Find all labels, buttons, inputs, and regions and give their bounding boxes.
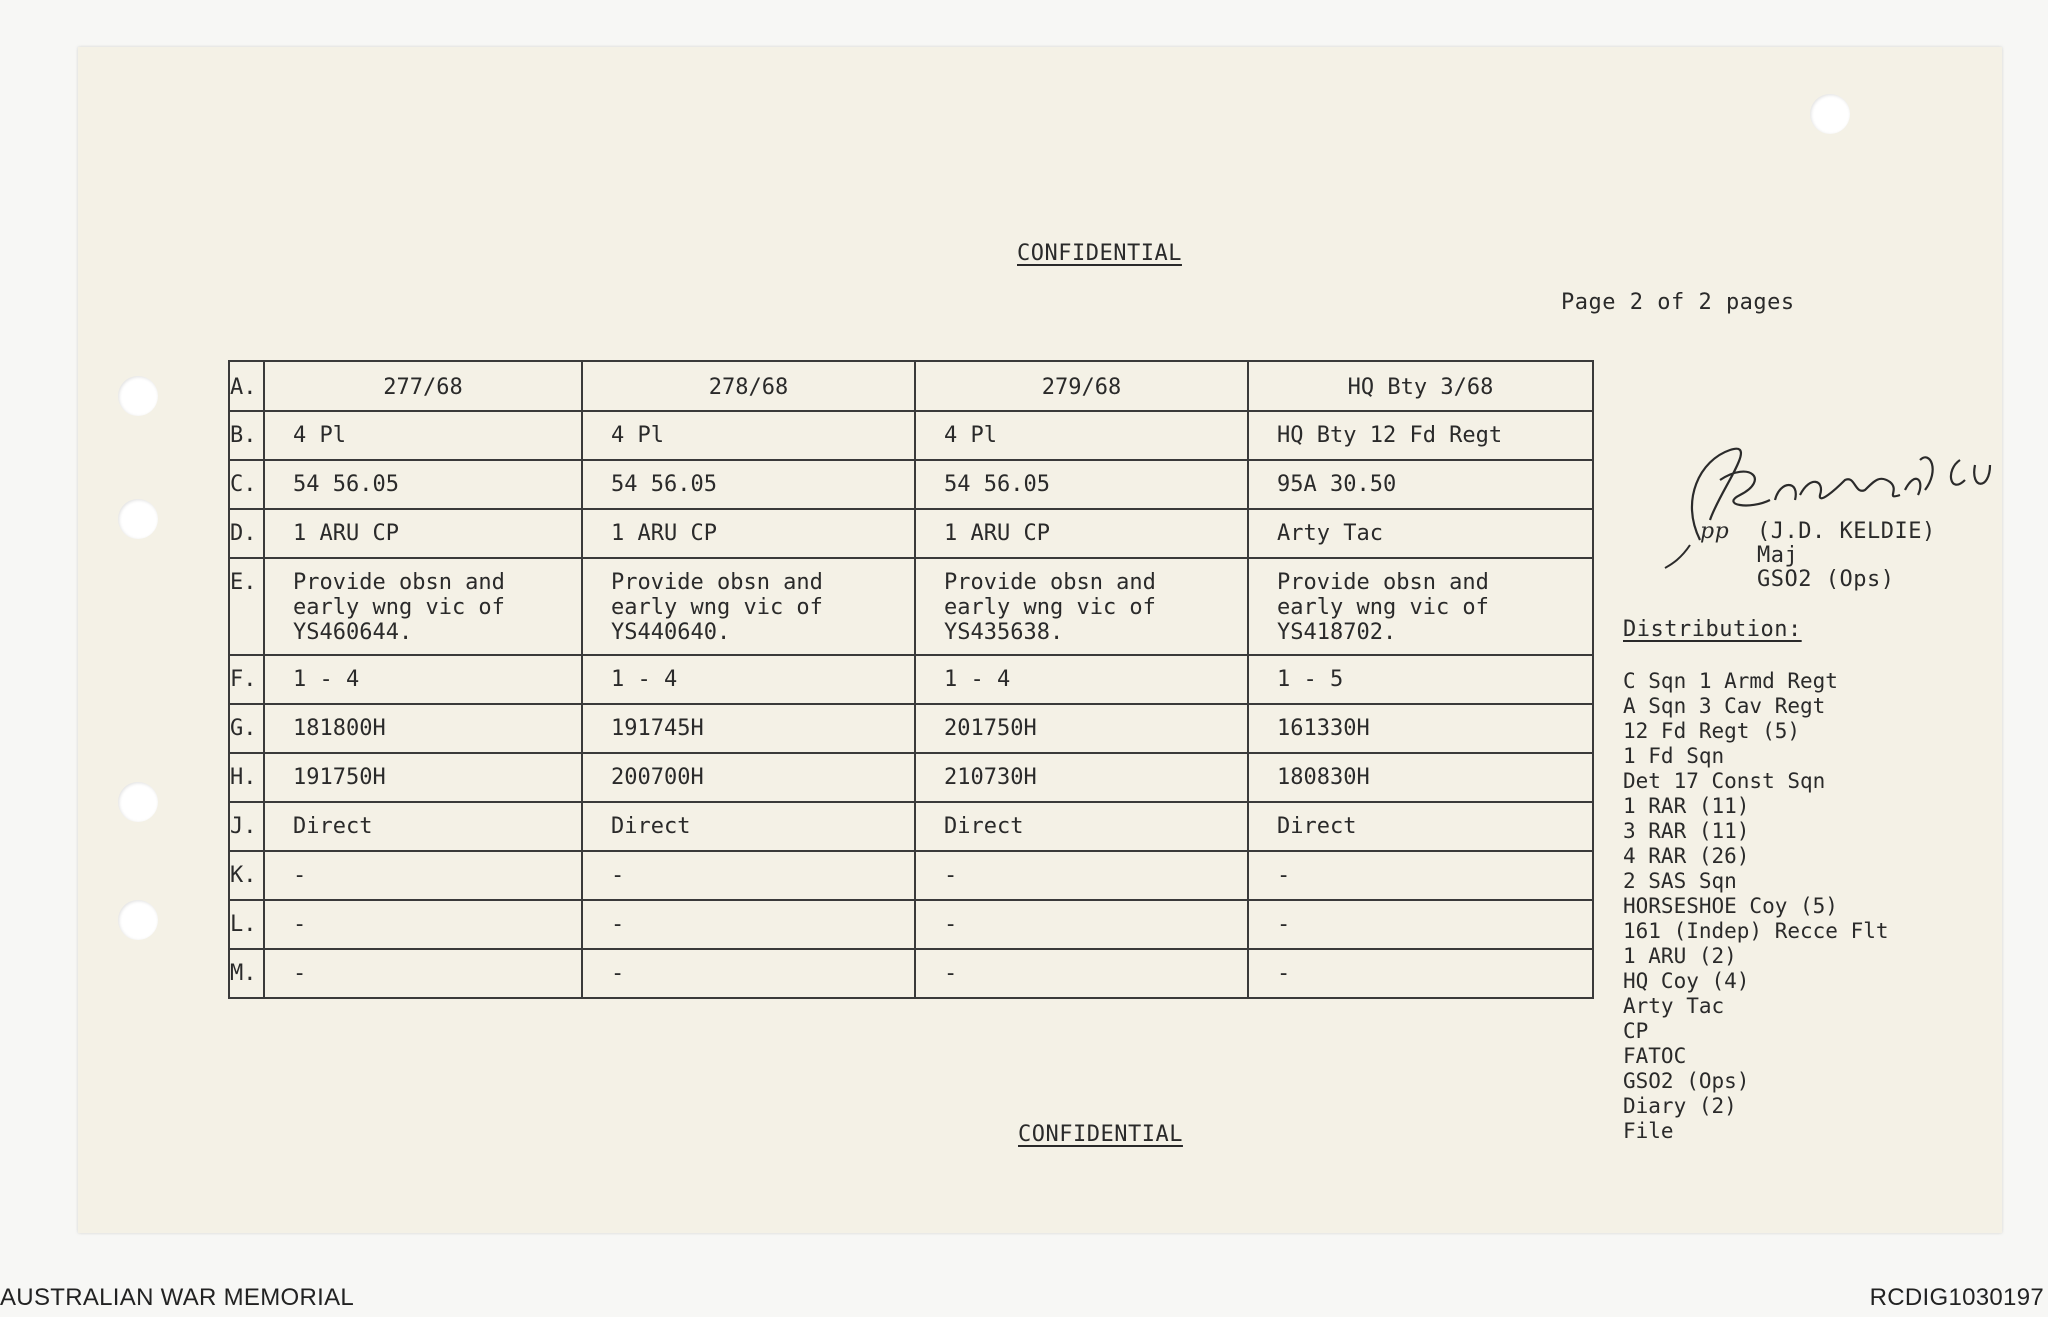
table-header-row [229,361,1593,411]
row-key: L. [229,900,264,949]
table-row [229,802,1593,851]
table-cell: - [582,851,915,900]
row-key: D. [229,509,264,558]
distribution-item: 12 Fd Regt (5) [1623,719,1801,743]
classification-bottom: CONFIDENTIAL [1018,1122,1183,1147]
table-cell: 1 ARU CP [915,509,1248,558]
table-row [229,460,1593,509]
distribution-item: 1 Fd Sqn [1623,744,1725,768]
distribution-item: 2 SAS Sqn [1623,869,1737,893]
row-key: B. [229,411,264,460]
row-key: H. [229,753,264,802]
distribution-item: Det 17 Const Sqn [1623,769,1826,793]
table-row [229,900,1593,949]
row-key: A. [229,361,264,411]
column-header: HQ Bty 3/68 [1248,361,1593,411]
table-cell: 1 - 4 [582,655,915,704]
distribution-item: Arty Tac [1623,994,1725,1018]
table-cell: - [915,851,1248,900]
table-cell: Provide obsn and early wng vic of YS418702. [1248,558,1593,655]
table-cell: - [582,900,915,949]
table-cell: Direct [915,802,1248,851]
table-cell: 4 Pl [264,411,582,460]
row-key: J. [229,802,264,851]
classification-top: CONFIDENTIAL [1017,241,1182,266]
column-header: 279/68 [915,361,1248,411]
table-row [229,753,1593,802]
page-label: Page 2 of 2 pages [1561,290,1795,315]
table-row [229,949,1593,998]
signatory-rank: Maj [1757,543,1799,568]
distribution-list [1623,669,1889,1144]
table-cell: HQ Bty 12 Fd Regt [1248,411,1593,460]
table-cell: - [915,949,1248,998]
table-cell: Provide obsn and early wng vic of YS460644. [264,558,582,655]
column-header: 278/68 [582,361,915,411]
tasking-table [228,360,1594,999]
row-key: G. [229,704,264,753]
table-cell: 54 56.05 [582,460,915,509]
table-cell: 1 - 4 [264,655,582,704]
column-header: 277/68 [264,361,582,411]
distribution-item: FATOC [1623,1044,1687,1068]
table-cell: 54 56.05 [915,460,1248,509]
table-cell: - [1248,949,1593,998]
distribution-item: File [1623,1119,1674,1143]
table-cell: - [1248,900,1593,949]
table-cell: 4 Pl [582,411,915,460]
distribution-item: 1 RAR (11) [1623,794,1750,818]
table-cell: Provide obsn and early wng vic of YS440640. [582,558,915,655]
table-cell: 181800H [264,704,582,753]
table-cell: 200700H [582,753,915,802]
table-cell: - [1248,851,1593,900]
table-cell: Provide obsn and early wng vic of YS435638. [915,558,1248,655]
table-cell: - [264,900,582,949]
table-row [229,704,1593,753]
punch-hole [118,499,158,539]
table-cell: 1 ARU CP [264,509,582,558]
table-row [229,851,1593,900]
table-cell: 1 ARU CP [582,509,915,558]
table-cell: - [264,949,582,998]
distribution-title: Distribution: [1623,617,1802,642]
table-cell: Direct [1248,802,1593,851]
distribution-item: CP [1623,1019,1649,1043]
archive-left-caption: AUSTRALIAN WAR MEMORIAL [0,1284,355,1311]
table-cell: 161330H [1248,704,1593,753]
table-cell: 201750H [915,704,1248,753]
distribution-item: Diary (2) [1623,1094,1737,1118]
signature-pp: pp [1700,519,1730,544]
table-row [229,509,1593,558]
row-key: C. [229,460,264,509]
signatory-appointment: GSO2 (Ops) [1757,567,1895,592]
signatory-name: (J.D. KELDIE) [1757,519,1936,544]
table-cell: Direct [582,802,915,851]
distribution-item: 1 ARU (2) [1623,944,1737,968]
row-key: F. [229,655,264,704]
table-cell: - [264,851,582,900]
punch-hole [118,900,158,940]
table-cell: 4 Pl [915,411,1248,460]
table-cell: 210730H [915,753,1248,802]
table-cell: Arty Tac [1248,509,1593,558]
row-key: E. [229,558,264,655]
distribution-item: C Sqn 1 Armd Regt [1623,669,1838,693]
distribution-item: 161 (Indep) Recce Flt [1623,919,1889,943]
table-cell: 191750H [264,753,582,802]
row-key: M. [229,949,264,998]
punch-hole [118,782,158,822]
table-cell: - [582,949,915,998]
table-cell: Direct [264,802,582,851]
table-cell: 1 - 5 [1248,655,1593,704]
table-cell: 1 - 4 [915,655,1248,704]
distribution-item: GSO2 (Ops) [1623,1069,1750,1093]
table-cell: - [915,900,1248,949]
distribution-item: HORSESHOE Coy (5) [1623,894,1838,918]
distribution-item: 3 RAR (11) [1623,819,1750,843]
distribution-item: HQ Coy (4) [1623,969,1750,993]
punch-hole [1810,94,1850,134]
distribution-item: A Sqn 3 Cav Regt [1623,694,1826,718]
table-cell: 180830H [1248,753,1593,802]
table-row [229,411,1593,460]
archive-right-caption: RCDIG1030197 [1869,1284,2044,1311]
row-key: K. [229,851,264,900]
punch-hole [118,376,158,416]
table-row [229,655,1593,704]
table-cell: 191745H [582,704,915,753]
distribution-item: 4 RAR (26) [1623,844,1750,868]
table-cell: 95A 30.50 [1248,460,1593,509]
signature-scrawl [1660,420,2020,570]
table-cell: 54 56.05 [264,460,582,509]
table-row [229,558,1593,655]
